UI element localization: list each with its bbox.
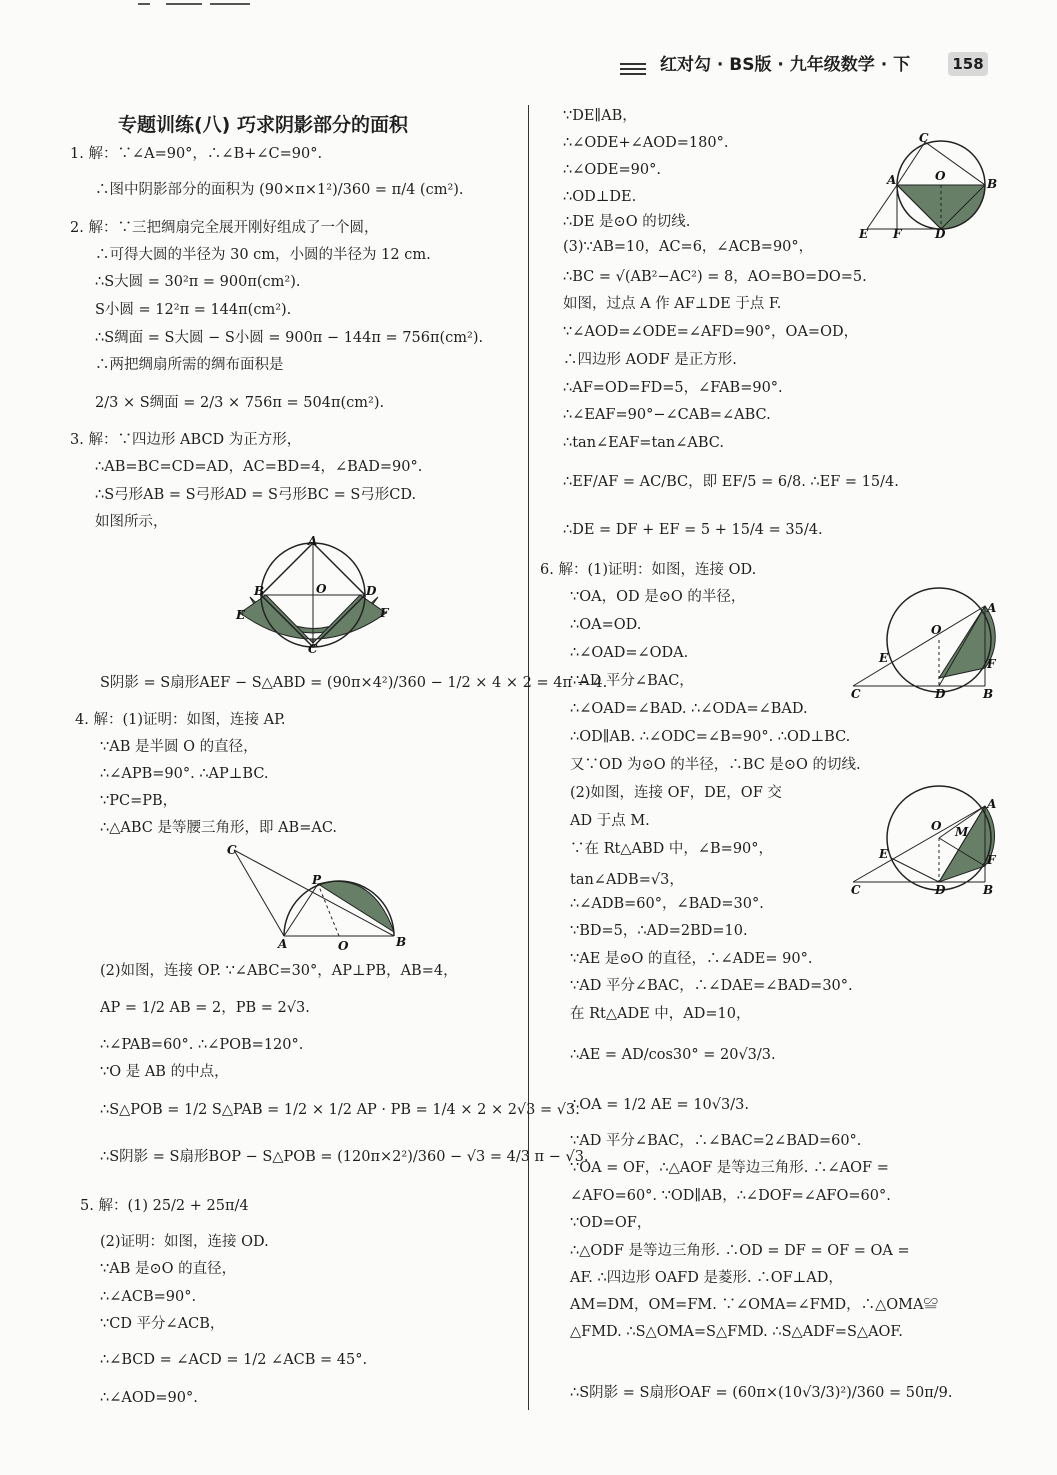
column-divider (528, 105, 529, 1410)
text-line: ∵CD 平分∠ACB， (100, 1316, 225, 1332)
text-line: ∴∠ODE+∠AOD=180°. (563, 135, 729, 151)
text-line: ∵OD=OF， (570, 1215, 652, 1231)
text-line: ∴EF/AF = AC/BC，即 EF/5 = 6/8. ∴EF = 15/4. (563, 474, 899, 490)
text-line: ∴DE 是⊙O 的切线. (563, 214, 691, 230)
text-line: ∵AD 平分∠BAC，∴∠DAE=∠BAD=30°. (570, 978, 853, 994)
fig6b-label: D (935, 883, 946, 897)
fig6a-label: D (935, 687, 946, 701)
fig3-label: O (316, 582, 327, 596)
fig6a-label: F (987, 657, 996, 671)
text-line: ∴AB=BC=CD=AD，AC=BD=4，∠BAD=90°. (95, 459, 423, 475)
text-line: ∴S△POB = 1/2 S△PAB = 1/2 × 1/2 AP · PB = 1/4 × 2 × 2√3 = √3. (100, 1102, 580, 1118)
header-brand: 红对勾 · BS版 · 九年级数学 · 下 (660, 55, 911, 75)
text-line: ∵AD 平分∠BAC，∴∠BAC=2∠BAD=60°. (570, 1133, 862, 1149)
text-line: 又∵OD 为⊙O 的半径，∴BC 是⊙O 的切线. (570, 757, 861, 773)
text-line: ∴∠ODE=90°. (563, 162, 661, 178)
text-line: ∵BD=5，∴AD=2BD=10. (570, 923, 748, 939)
fig4-label: O (338, 939, 349, 953)
text-line: ∴OD∥AB. ∴∠ODC=∠B=90°. ∴OD⊥BC. (570, 729, 851, 745)
fig6b-label: M (955, 825, 969, 839)
text-line: 6. 解：(1)证明：如图，连接 OD. (540, 562, 757, 578)
text-line: S小圆 = 12²π = 144π(cm²). (95, 302, 292, 318)
fig5-label: O (935, 169, 946, 183)
text-line: ∴DE = DF + EF = 5 + 15/4 = 35/4. (563, 522, 823, 538)
text-line: AD 于点 M. (570, 813, 650, 829)
fig3-label: C (308, 642, 318, 656)
text-line: ∵OA = OF，∴△AOF 是等边三角形. ∴∠AOF = (570, 1160, 889, 1176)
text-line: ∵DE∥AB， (563, 108, 637, 124)
figure-6a (845, 588, 1005, 700)
text-line: tan∠ADB=√3， (570, 872, 684, 888)
fig3-label: F (380, 606, 389, 620)
text-line: ∴AF=OD=FD=5，∠FAB=90°. (563, 380, 783, 396)
text-line: ∵AE 是⊙O 的直径，∴∠ADE= 90°. (570, 951, 813, 967)
text-line: 5. 解：(1) 25/2 + 25π/4 (80, 1198, 249, 1214)
text-line: ∴∠APB=90°. ∴AP⊥BC. (100, 766, 269, 782)
page-number: 158 (948, 52, 988, 76)
fig4-label: C (227, 843, 237, 857)
top-edge-marks (138, 0, 253, 6)
text-line: ∴可得大圆的半径为 30 cm，小圆的半径为 12 cm. (95, 247, 431, 263)
fig4-label: B (396, 935, 407, 949)
text-line: ∴tan∠EAF=tan∠ABC. (563, 435, 724, 451)
fig3-label: B (254, 584, 265, 598)
fig6b-label: B (983, 883, 994, 897)
text-line: ∵AB 是半圆 O 的直径， (100, 739, 258, 755)
fig6b-label: C (851, 883, 861, 897)
header-lines-icon (620, 60, 646, 78)
text-line: ∠AFO=60°. ∵OD∥AB，∴∠DOF=∠AFO=60°. (570, 1188, 891, 1204)
fig3-label: A (308, 534, 318, 548)
fig5-label: A (887, 173, 897, 187)
fig4-label: A (278, 937, 288, 951)
fig6b-label: F (987, 853, 996, 867)
text-line: ∴AE = AD/cos30° = 20√3/3. (570, 1047, 776, 1063)
text-line: 2. 解：∵三把绸扇完全展开刚好组成了一个圆， (70, 220, 379, 236)
text-line: (2)如图，连接 OP. ∵∠ABC=30°，AP⊥PB，AB=4， (100, 963, 458, 979)
text-line: ∴∠OAD=∠ODA. (570, 645, 689, 661)
text-line: ∴S阴影 = S扇形OAF = (60π×(10√3/3)²)/360 = 50π/9. (570, 1385, 953, 1401)
text-line: ∵PC=PB， (100, 793, 178, 809)
text-line: ∴∠OAD=∠BAD. ∴∠ODA=∠BAD. (570, 701, 808, 717)
text-line: ∴∠ACB=90°. (100, 1289, 197, 1305)
text-line: (3)∵AB=10，AC=6，∠ACB=90°， (563, 239, 814, 255)
text-line: (2)证明：如图，连接 OD. (100, 1234, 269, 1250)
text-line: ∴OD⊥DE. (563, 189, 637, 205)
fig5-label: C (919, 131, 929, 145)
text-line: ∴BC = √(AB²−AC²) = 8，AO=BO=DO=5. (563, 269, 867, 285)
text-line: ∴S阴影 = S扇形BOP − S△POB = (120π×2²)/360 − √3 = 4/3 π − √3. (100, 1149, 589, 1165)
text-line: 3. 解：∵四边形 ABCD 为正方形， (70, 432, 302, 448)
text-line: ∴∠ADB=60°，∠BAD=30°. (570, 896, 764, 912)
text-line: ∵∠AOD=∠ODE=∠AFD=90°，OA=OD， (563, 324, 859, 340)
text-line: ∵AD 平分∠BAC， (570, 673, 694, 689)
text-line: 在 Rt△ADE 中，AD=10， (570, 1006, 751, 1022)
fig5-label: F (893, 227, 902, 241)
text-line: (2)如图，连接 OF，DE，OF 交 (570, 785, 782, 801)
figure-5 (855, 130, 998, 241)
fig6b-label: A (987, 797, 997, 811)
section-title: 专题训练(八) 巧求阴影部分的面积 (118, 114, 408, 136)
fig5-label: E (859, 227, 869, 241)
text-line: 1. 解：∵∠A=90°，∴∠B+∠C=90°. (70, 146, 323, 162)
fig3-label: D (366, 584, 377, 598)
text-line: △FMD. ∴S△OMA=S△FMD. ∴S△ADF=S△AOF. (570, 1324, 903, 1340)
fig6a-label: O (931, 623, 942, 637)
text-line: ∵O 是 AB 的中点， (100, 1064, 229, 1080)
text-line: ∴△ABC 是等腰三角形，即 AB=AC. (100, 820, 338, 836)
fig6a-label: C (851, 687, 861, 701)
fig5-label: D (935, 227, 946, 241)
figure-3 (228, 535, 398, 655)
text-line: ∵OA，OD 是⊙O 的半径， (570, 589, 746, 605)
text-line: 2/3 × S绸面 = 2/3 × 756π = 504π(cm²). (95, 395, 385, 411)
fig6a-label: B (983, 687, 994, 701)
text-line: ∴∠BCD = ∠ACD = 1/2 ∠ACB = 45°. (100, 1352, 368, 1368)
text-line: 如图，过点 A 作 AF⊥DE 于点 F. (563, 296, 782, 312)
fig6a-label: E (879, 651, 889, 665)
text-line: ∴S大圆 = 30²π = 900π(cm²). (95, 274, 301, 290)
text-line: ∴OA = 1/2 AE = 10√3/3. (570, 1097, 749, 1113)
text-line: ∵在 Rt△ABD 中，∠B=90°， (570, 841, 774, 857)
fig5-label: B (987, 177, 998, 191)
text-line: AP = 1/2 AB = 2，PB = 2√3. (100, 1000, 310, 1016)
fig3-label: E (236, 608, 246, 622)
text-line: 4. 解：(1)证明：如图，连接 AP. (75, 712, 286, 728)
figure-4 (222, 840, 412, 955)
text-line: ∴S弓形AB = S弓形AD = S弓形BC = S弓形CD. (95, 487, 417, 503)
text-line: ∴S绸面 = S大圆 − S小圆 = 900π − 144π = 756π(cm²). (95, 330, 484, 346)
text-line: ∴图中阴影部分的面积为 (90×π×1²)/360 = π/4 (cm²). (95, 182, 464, 198)
text-line: ∴∠AOD=90°. (100, 1390, 198, 1406)
text-line: 如图所示， (95, 514, 168, 530)
text-line: AF. ∴四边形 OAFD 是菱形. ∴OF⊥AD， (570, 1270, 843, 1286)
fig6a-label: A (987, 601, 997, 615)
text-line: ∴∠EAF=90°−∠CAB=∠ABC. (563, 407, 771, 423)
text-line: S阴影 = S扇形AEF − S△ABD = (90π×4²)/360 − 1/2 × 4 × 2 = 4π − 4. (100, 675, 608, 691)
text-line: ∴OA=OD. (570, 617, 642, 633)
text-line: AM=DM，OM=FM. ∵∠OMA=∠FMD，∴△OMA≌ (570, 1297, 938, 1313)
text-line: ∵AB 是⊙O 的直径， (100, 1261, 237, 1277)
text-line: ∴四边形 AODF 是正方形. (563, 352, 737, 368)
text-line: ∴∠PAB=60°. ∴∠POB=120°. (100, 1037, 304, 1053)
fig4-label: P (312, 873, 322, 887)
text-line: ∴两把绸扇所需的绸布面积是 (95, 357, 284, 373)
figure-6b (845, 780, 1005, 898)
page-header (620, 48, 1040, 84)
fig6b-label: E (879, 847, 889, 861)
text-line: ∴△ODF 是等边三角形. ∴OD = DF = OF = OA = (570, 1243, 910, 1259)
fig6b-label: O (931, 819, 942, 833)
